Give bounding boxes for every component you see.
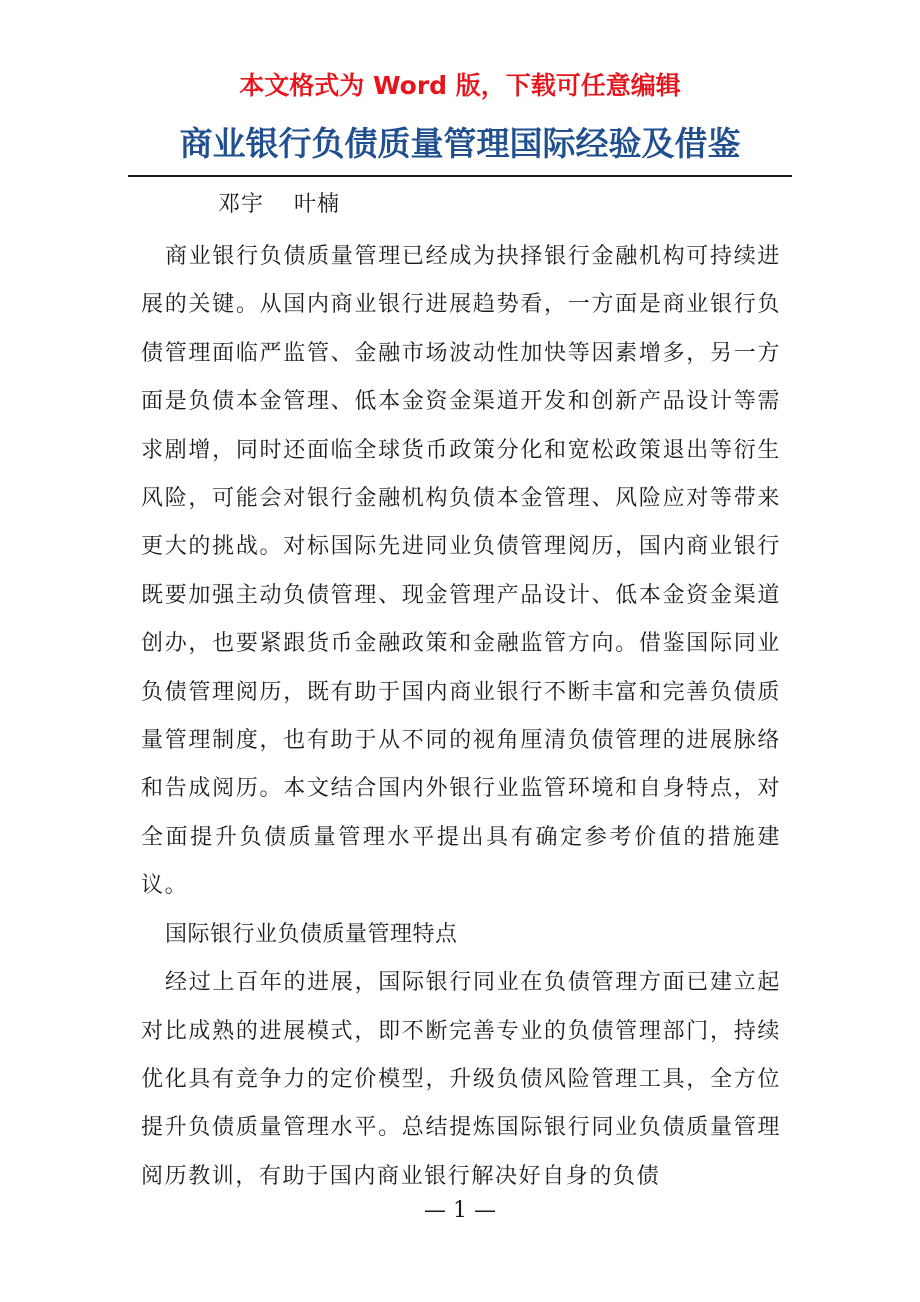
author-name: 邓宇 — [218, 192, 265, 217]
body-paragraph: 经过上百年的进展，国际银行同业在负债管理方面已建立起对比成熟的进展模式，即不断完善专业的负债管理部门，持续优化具有竞争力的定价模型，升级负债风险管理工具，全方位提升负债质量管理水平。总结提炼国际银行同业负债质量管理阅历教训，有助于国内商业银行解决好自身的负债 — [141, 970, 781, 1189]
page-number: — 1 — — [424, 1198, 496, 1223]
section-heading: 国际银行业负债质量管理特点 — [165, 921, 458, 947]
author-name: 叶楠 — [294, 192, 341, 217]
body-paragraph: 商业银行负债质量管理已经成为抉择银行金融机构可持续进展的关键。从国内商业银行进展趋势看，一方面是商业银行负债管理面临严监管、金融市场波动性加快等因素增多，另一方面是负债本金管理、低本金资金渠道开发和创新产品设计等需求剧增，同时还面临全球货币政策分化和宽松政策退出等衍生风险，可能会对银行金融机构负债本金管理、风险应对等带来更大的挑战。对标国际先进同业负债管理阅历，国内商业银行既要加强主动负债管理、现金管理产品设计、低本金资金渠道创办，也要紧跟货币金融政策和金融监管方向。借鉴国际同业负债管理阅历，既有助于国内商业银行不断丰富和完善负债质量管理制度，也有助于从不同的视角厘清负债管理的进展脉络和告成阅历。本文结合国内外银行业监管环境和自身特点，对全面提升负债质量管理水平提出具有确定参考价值的措施建议。 — [141, 244, 781, 899]
author-line — [218, 185, 340, 225]
document-title: 商业银行负债质量管理国际经验及借鉴 — [179, 124, 741, 163]
download-notice: 本文格式为 Word 版，下载可任意编辑 — [239, 71, 681, 100]
title-divider — [128, 175, 792, 177]
article-body — [141, 233, 781, 1201]
